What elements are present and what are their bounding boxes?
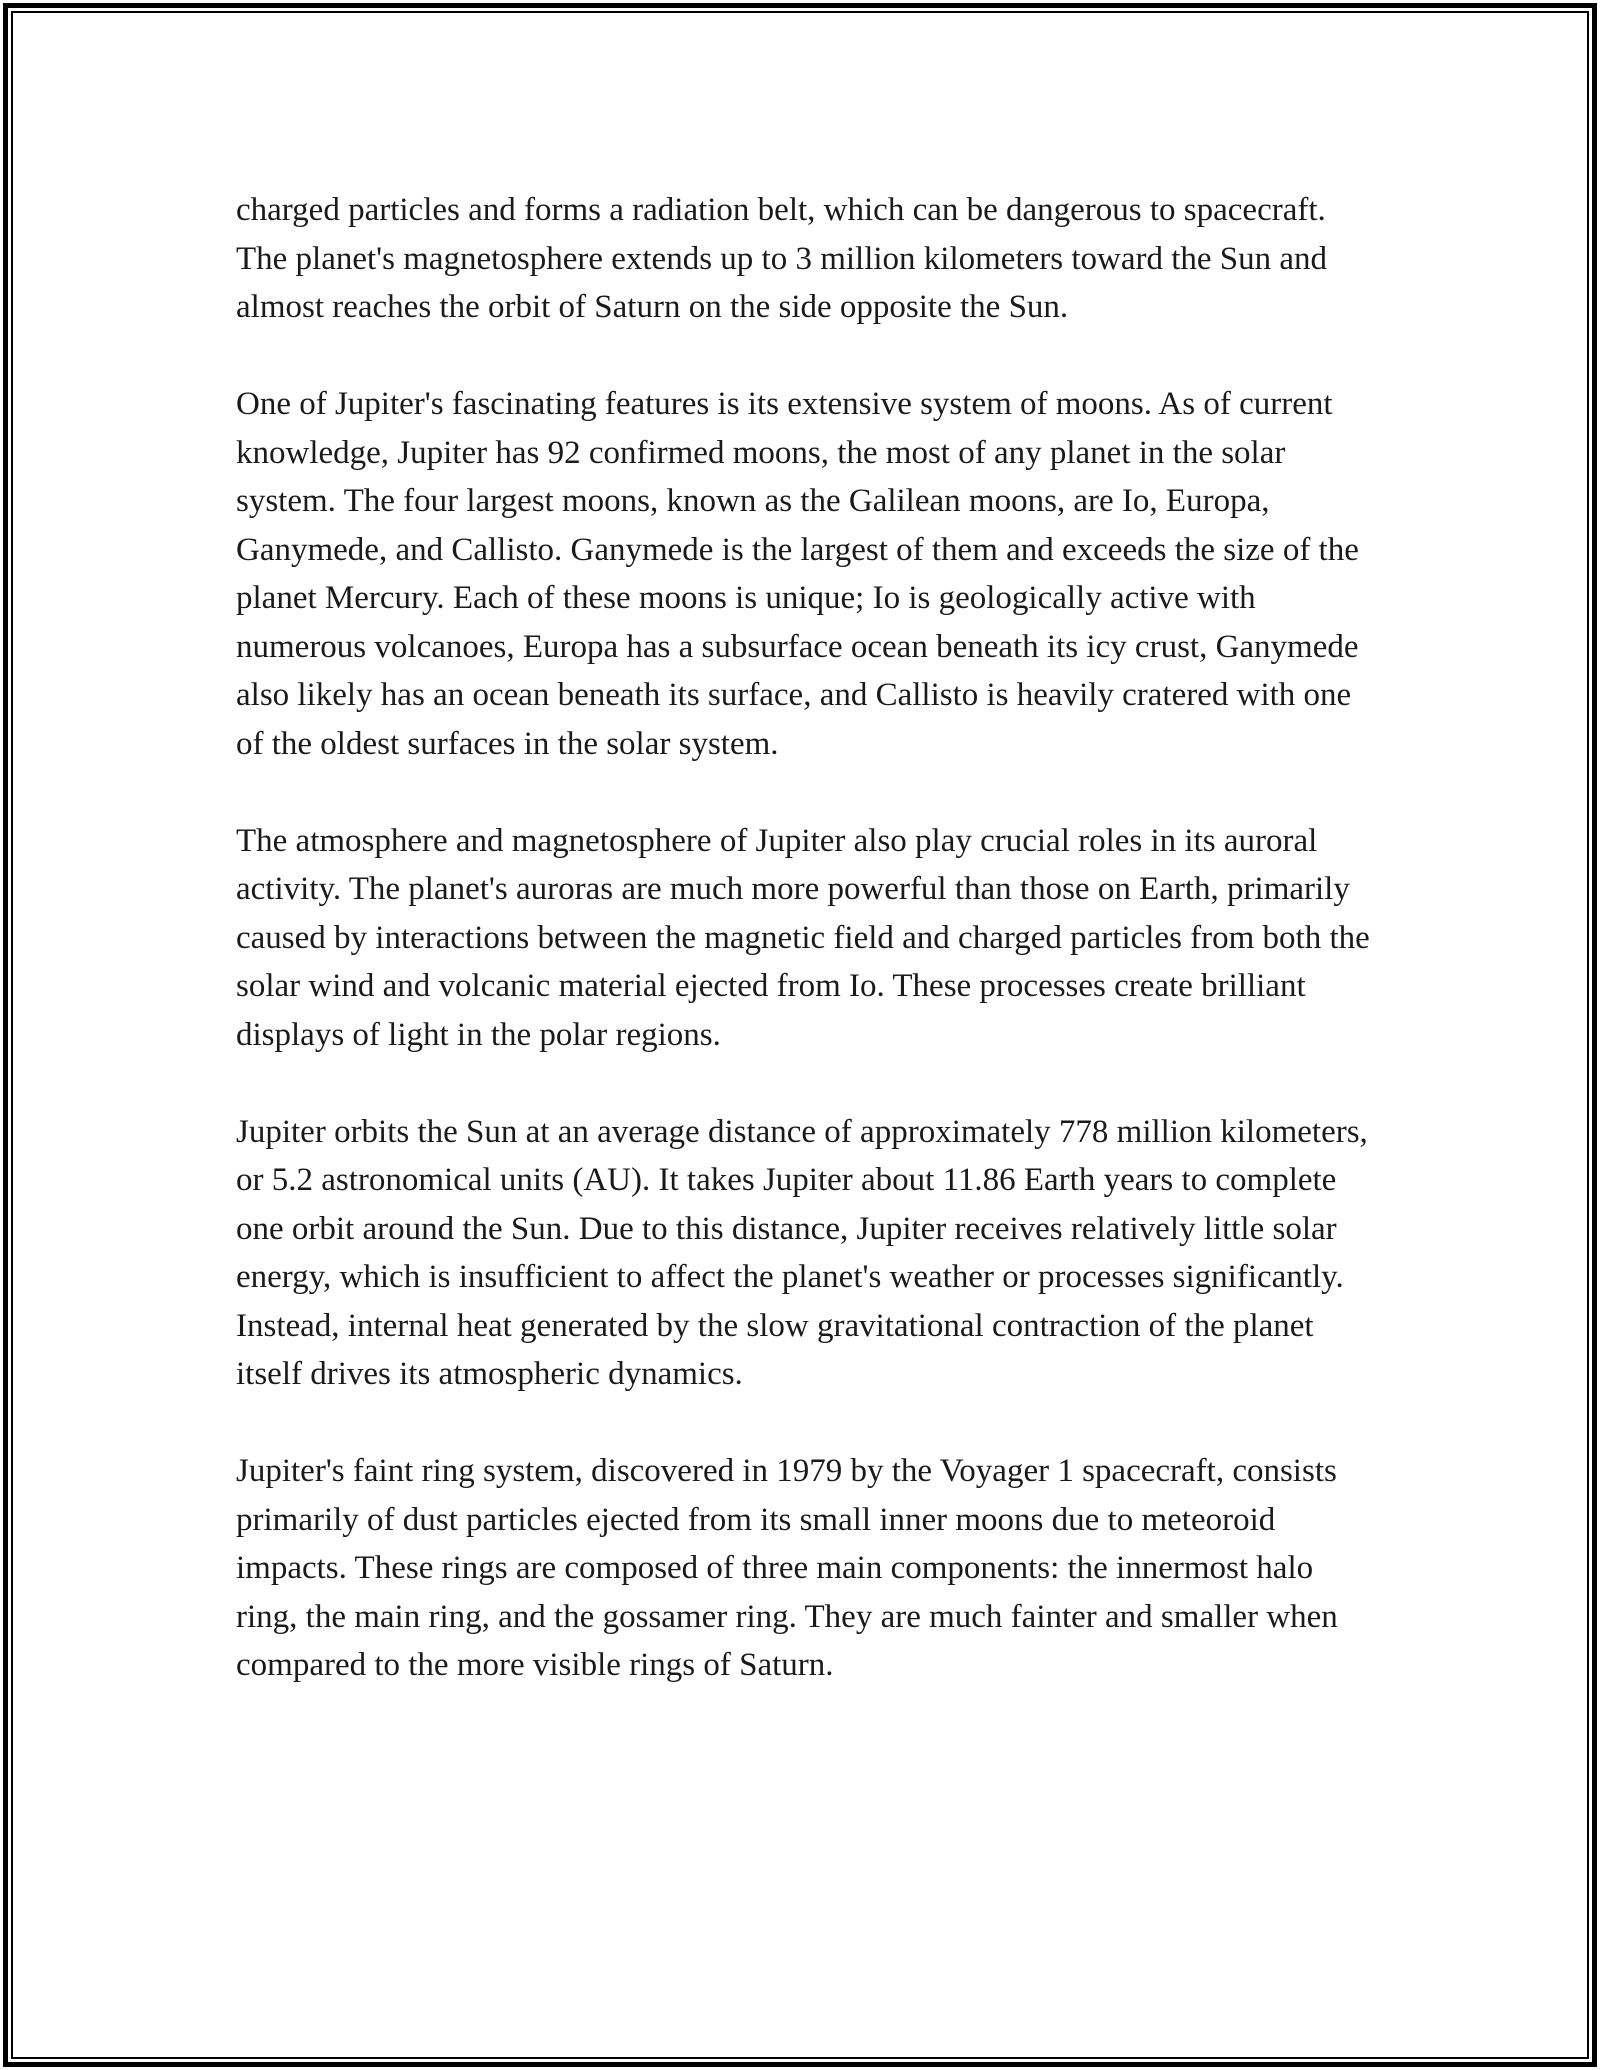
paragraph-moons: One of Jupiter's fascinating features is its extensive system of moons. As of current knowledge, Jupiter has 92 confirmed moons, the most of any planet in the solar system. The four largest moons, known as the Galilean moons, are Io, Europa, Ganymede, and Callisto. Ganymede is the largest of them and exceeds the size of the planet Mercury. Each of these moons is unique; Io is geologically active with numerous volcanoes, Europa has a subsurface ocean beneath its icy crust, Ganymede also likely has an ocean beneath its surface, and Callisto is heavily cratered with one of the oldest surfaces in the solar system. [236,386,1359,762]
paragraph-auroras: The atmosphere and magnetosphere of Jupiter also play crucial roles in its auroral activity. The planet's auroras are much more powerful than those on Earth, primarily caused by interactions between the magnetic field and charged particles from both the solar wind and volcanic material ejected from Io. These processes create brilliant displays of light in the polar regions. [236,822,1370,1053]
paragraph-radiation-belt: charged particles and forms a radiation belt, which can be dangerous to spacecraft. The planet's magnetosphere extends up to 3 million kilometers toward the Sun and almost reaches the orbit of Saturn on the side opposite the Sun. [236,192,1328,325]
paragraph-orbit: Jupiter orbits the Sun at an average distance of approximately 778 million kilometers, or 5.2 astronomical units (AU). It takes Jupiter about 11.86 Earth years to complete one orbit around the Sun. Due to this distance, Jupiter receives relatively little solar energy, which is insufficient to affect the planet's weather or processes significantly. Instead, internal heat generated by the slow gravitational contraction of the planet itself drives its atmospheric dynamics. [236,1113,1368,1392]
paragraph-rings: Jupiter's faint ring system, discovered in 1979 by the Voyager 1 spacecraft, consists primarily of dust particles ejected from its small inner moons due to meteoroid impacts. These rings are composed of three main components: the innermost halo ring, the main ring, and the gossamer ring. They are much fainter and smaller when compared to the more visible rings of Saturn. [236,1453,1338,1683]
document-body [236,186,1376,1690]
